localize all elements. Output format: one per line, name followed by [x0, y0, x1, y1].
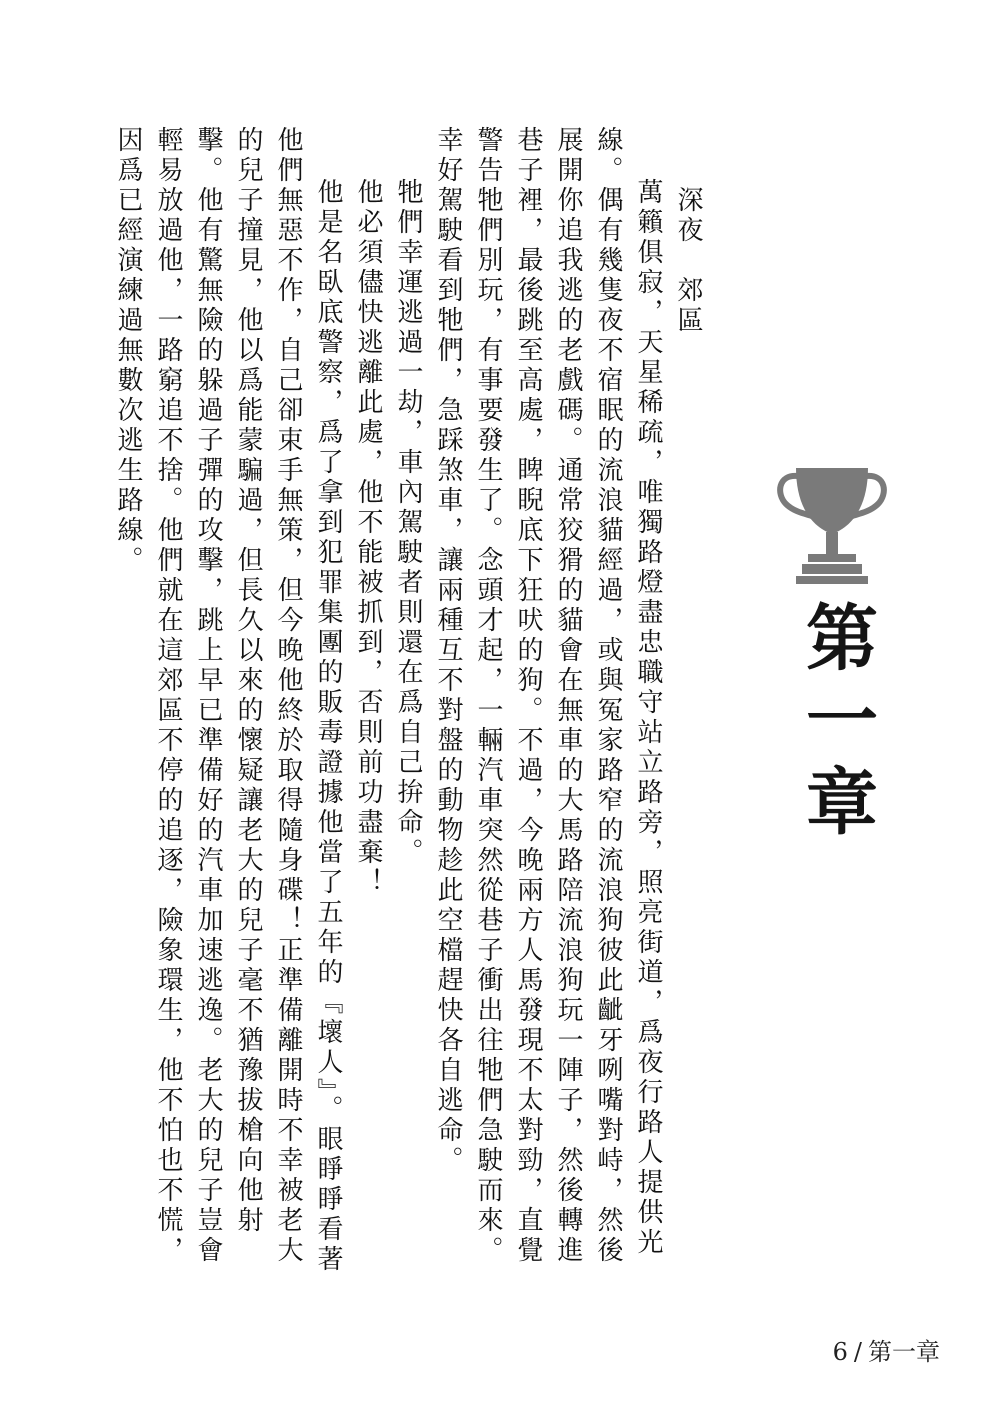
page-number: 6 — [832, 1338, 848, 1366]
body-text — [113, 126, 708, 1286]
paragraph: 萬籟俱寂，天星稀疏，唯獨路燈盡忠職守站立路旁，照亮街道，爲夜行路人提供光線。偶有幾隻夜不宿眠的流浪貓經過，或與冤家路窄的流浪狗彼此齜牙咧嘴對峙，然後展開你追我逃的老戲碼。通常狡猾的貓會在無車的大馬路陪流浪狗玩一陣子，然後轉進巷子裡，最後跳至高處，睥睨底下狂吠的狗。不過，今晚兩方人馬發現不太對勁，直覺警告牠們別玩，有事要發生了。念頭才起，一輛汽車突然從巷子衝出往牠們急駛而來。幸好駕駛看到牠們，急踩煞車，讓兩種互不對盤的動物趁此空檔趕快各自逃命。 — [433, 126, 663, 1266]
paragraph: 牠們幸運逃過一劫，車內駕駛者則還在爲自己拚命。 — [393, 178, 423, 868]
footer-chapter: 第一章 — [868, 1338, 940, 1366]
footer-separator: / — [853, 1338, 862, 1366]
paragraph: 他是名臥底警察，爲了拿到犯罪集團的販毒證據他當了五年的『壞人』。眼睜睜看著他們無惡不作，自己卻束手無策，但今晚他終於取得隨身碟！正準備離開時不幸被老大的兒子撞見，他以爲能蒙騙過，但長久以來的懷疑讓老大的兒子毫不猶豫拔槍向他射擊。他有驚無險的躲過子彈的攻擊，跳上早已準備好的汽車加速逃逸。老大的兒子豈會輕易放過他，一路窮追不捨。他們就在這郊區不停的追逐，險象環生，他不怕也不慌，因爲已經演練過無數次逃生路線。 — [113, 126, 343, 1275]
chapter-title: 第一章 — [794, 600, 879, 846]
page-footer — [833, 1332, 940, 1367]
paragraph: 他必須儘快逃離此處，他不能被抓到，否則前功盡棄！ — [353, 178, 383, 898]
scene-heading: 深夜 郊區 — [673, 185, 703, 336]
trophy-icon — [772, 458, 892, 588]
